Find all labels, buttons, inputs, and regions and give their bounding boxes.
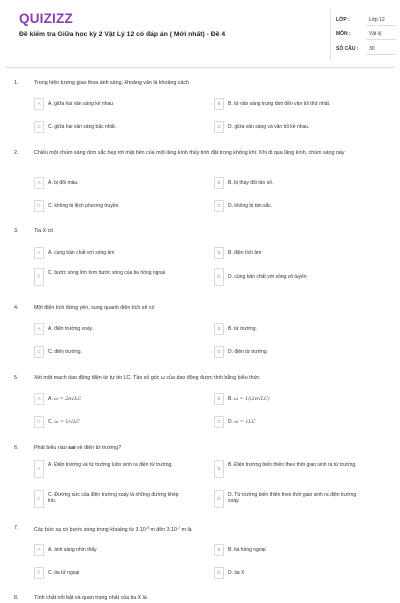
meta-question-count: SỐ CÂU : 30 — [336, 46, 396, 60]
worksheet-title: Đề kiểm tra Giữa học kỳ 2 Vật Lý 12 có đáp án ( Mới nhất) - Đề 4 — [19, 31, 226, 38]
question-number: 3. — [14, 228, 19, 234]
question-text: Tính chất nổi bật và quan trọng nhất của tia X là — [34, 595, 147, 601]
question-number: 1. — [14, 80, 19, 86]
question-number: 4. — [14, 305, 19, 311]
quizizz-logo: QUIZIZZ — [19, 11, 73, 26]
question-text: Xét một mạch dao động điện từ tự do LC. Tần số góc ω của dao động được tính bằng biểu thức — [34, 375, 260, 381]
question-text: Tia X có — [34, 228, 54, 234]
question-number: 7. — [14, 525, 19, 531]
meta-info-box — [330, 9, 394, 61]
question-text: Một điện tích đứng yên, xung quanh điện tích sẽ có — [34, 305, 155, 311]
question-text: Các bức xạ có bước sóng trong khoảng từ $3.10^{-9}$ m đến $3.10^{-7}$ m là — [34, 526, 192, 533]
question-number: 8. — [14, 595, 19, 601]
formula-d: ω = √LC — [234, 420, 256, 425]
emphasis-sai: sai — [68, 445, 76, 451]
question-text: Trong hiện tượng giao thoa ánh sáng, khoảng vân là khoảng cách — [34, 80, 189, 86]
question-text: Chiếu một chùm sáng đơn sắc hẹp tới mặt bên của một lăng kính thủy tinh đặt trong không khí. Khi đi qua lăng kính, chùm sáng này — [34, 150, 345, 156]
question-text: Phát biểu nào sai về điện từ trường? — [34, 445, 122, 451]
formula-a: ω = 2π√LC — [54, 397, 82, 402]
question-number: 6. — [14, 445, 19, 451]
meta-class: LỚP : Lớp 12 — [336, 17, 396, 31]
formula-b: ω = 1/(2π√LC) — [234, 397, 270, 402]
meta-subject: MÔN : Vật lý — [336, 31, 396, 45]
question-number: 5. — [14, 375, 19, 381]
worksheet-header — [5, 0, 395, 68]
question-number: 2. — [14, 150, 19, 156]
formula-c: ω = 1/√LC — [54, 420, 80, 425]
